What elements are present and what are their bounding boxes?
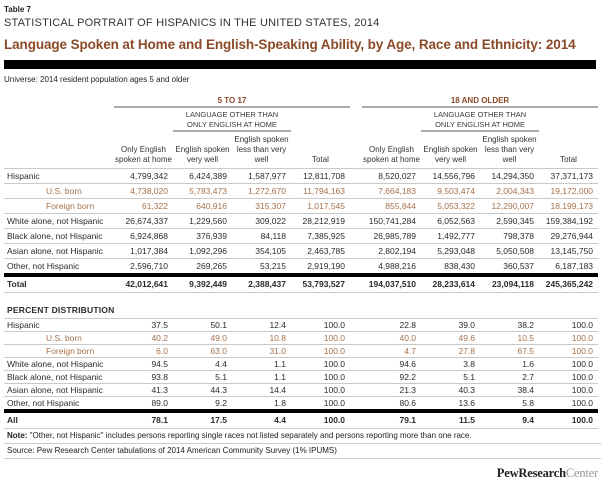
value-cell: 5.8 (480, 396, 539, 411)
table-row (4, 228, 598, 243)
logo-text-secondary: Center (565, 465, 598, 480)
row-label: Black alone, not Hispanic (4, 370, 114, 383)
value-cell: 354,105 (232, 243, 291, 258)
value-cell: 1,492,777 (421, 228, 480, 243)
row-label: Asian alone, not Hispanic (4, 383, 114, 396)
group-gap (350, 198, 362, 213)
value-cell: 4,738,020 (114, 183, 173, 198)
value-cell: 6,052,563 (421, 213, 480, 228)
row-label: Other, not Hispanic (4, 396, 114, 411)
value-cell: 376,939 (173, 228, 232, 243)
value-cell: 100.0 (539, 396, 598, 411)
value-cell: 5,293,048 (421, 243, 480, 258)
age-group-header-row (4, 92, 598, 107)
col-only-english-left: Only English spoken at home (114, 131, 173, 168)
value-cell: 38.2 (480, 318, 539, 331)
value-cell: 100.0 (291, 331, 350, 344)
col-only-english-right: Only English spoken at home (362, 131, 421, 168)
statistics-table (4, 92, 598, 429)
value-cell: 12,290,007 (480, 198, 539, 213)
group-gap (350, 107, 362, 132)
note-text: "Other, not Hispanic" includes persons reporting single races not listed separately and persons reporting more than one race. (27, 430, 472, 440)
value-cell: 13.6 (421, 396, 480, 411)
value-cell: 100.0 (539, 411, 598, 429)
group-gap (350, 383, 362, 396)
value-cell: 1,017,384 (114, 243, 173, 258)
row-label: White alone, not Hispanic (4, 357, 114, 370)
row-label: U.S. born (4, 331, 114, 344)
value-cell: 100.0 (539, 318, 598, 331)
value-cell: 150,741,284 (362, 213, 421, 228)
value-cell: 13,145,750 (539, 243, 598, 258)
group-gap (350, 357, 362, 370)
table-row (4, 411, 598, 429)
value-cell: 92.2 (362, 370, 421, 383)
universe-note: Universe: 2014 resident population ages 5 and older (4, 74, 190, 84)
value-cell: 44.3 (173, 383, 232, 396)
note-label: Note: (7, 430, 28, 440)
value-cell: 100.0 (291, 411, 350, 429)
pew-research-center-logo (4, 466, 598, 481)
group-gap (350, 258, 362, 275)
value-cell: 38.4 (480, 383, 539, 396)
value-cell: 14,556,796 (421, 168, 480, 183)
group-gap (350, 411, 362, 429)
value-cell: 42,012,641 (114, 275, 173, 293)
label-column-spacer (4, 92, 114, 107)
value-cell: 838,430 (421, 258, 480, 275)
value-cell: 100.0 (291, 383, 350, 396)
value-cell: 5,050,508 (480, 243, 539, 258)
table-row (4, 344, 598, 357)
row-label: Black alone, not Hispanic (4, 228, 114, 243)
label-column-spacer (4, 131, 114, 168)
value-cell: 7,664,183 (362, 183, 421, 198)
value-cell: 40.0 (362, 331, 421, 344)
group-gap (350, 92, 362, 107)
value-cell: 100.0 (539, 370, 598, 383)
col-less-than-very-well-right: English spoken less than very well (480, 131, 539, 168)
value-cell: 6,187,183 (539, 258, 598, 275)
group-gap (350, 331, 362, 344)
value-cell: 50.1 (173, 318, 232, 331)
table-row (4, 331, 598, 344)
value-cell: 4,799,342 (114, 168, 173, 183)
value-cell: 2,802,194 (362, 243, 421, 258)
value-cell: 100.0 (291, 318, 350, 331)
value-cell: 37.5 (114, 318, 173, 331)
value-cell: 14.4 (232, 383, 291, 396)
value-cell: 5,053,322 (421, 198, 480, 213)
value-cell: 53,215 (232, 258, 291, 275)
value-cell: 1,587,977 (232, 168, 291, 183)
value-cell: 100.0 (539, 331, 598, 344)
value-cell: 1,229,560 (173, 213, 232, 228)
row-label: All (4, 411, 114, 429)
group-gap (350, 131, 362, 168)
value-cell: 1,092,296 (173, 243, 232, 258)
value-cell: 2,596,710 (114, 258, 173, 275)
value-cell: 27.8 (421, 344, 480, 357)
value-cell: 94.6 (362, 357, 421, 370)
group-gap (350, 228, 362, 243)
value-cell: 12.4 (232, 318, 291, 331)
group-gap (350, 344, 362, 357)
percent-distribution-label: PERCENT DISTRIBUTION (4, 303, 598, 319)
value-cell: 39.0 (421, 318, 480, 331)
value-cell: 5.1 (421, 370, 480, 383)
value-cell: 10.5 (480, 331, 539, 344)
value-cell: 100.0 (539, 344, 598, 357)
value-cell: 360,537 (480, 258, 539, 275)
col-very-well-right: English spoken very well (421, 131, 480, 168)
percent-distribution-header-row (4, 303, 598, 319)
value-cell: 26,985,789 (362, 228, 421, 243)
value-cell: 9,392,449 (173, 275, 232, 293)
page-title: Language Spoken at Home and English-Speaking Ability, by Age, Race and Ethnicity: 2014 (4, 37, 576, 52)
value-cell: 31.0 (232, 344, 291, 357)
table-header (4, 92, 598, 168)
value-cell: 309,022 (232, 213, 291, 228)
value-cell: 78.1 (114, 411, 173, 429)
table-number-label: Table 7 (4, 5, 31, 14)
column-header-row (4, 131, 598, 168)
value-cell: 40.3 (421, 383, 480, 396)
row-label: Hispanic (4, 318, 114, 331)
value-cell: 19,172,000 (539, 183, 598, 198)
table-row (4, 198, 598, 213)
row-label: Foreign born (4, 344, 114, 357)
group-gap (350, 275, 362, 293)
empty-cell (291, 107, 350, 132)
value-cell: 100.0 (539, 357, 598, 370)
value-cell: 41.3 (114, 383, 173, 396)
row-label: Other, not Hispanic (4, 258, 114, 275)
value-cell: 80.6 (362, 396, 421, 411)
value-cell: 12,811,708 (291, 168, 350, 183)
row-label: Asian alone, not Hispanic (4, 243, 114, 258)
report-title: STATISTICAL PORTRAIT OF HISPANICS IN THE UNITED STATES, 2014 (4, 17, 380, 29)
table-row (4, 318, 598, 331)
value-cell: 159,384,192 (539, 213, 598, 228)
value-cell: 1.8 (232, 396, 291, 411)
value-cell: 2,004,343 (480, 183, 539, 198)
value-cell: 2,463,785 (291, 243, 350, 258)
value-cell: 6,924,868 (114, 228, 173, 243)
table-row (4, 383, 598, 396)
value-cell: 4.4 (173, 357, 232, 370)
value-cell: 1,017,545 (291, 198, 350, 213)
counts-section (4, 168, 598, 292)
value-cell: 640,916 (173, 198, 232, 213)
empty-cell (539, 107, 598, 132)
value-cell: 49.6 (421, 331, 480, 344)
value-cell: 2,590,345 (480, 213, 539, 228)
value-cell: 9,503,474 (421, 183, 480, 198)
value-cell: 49.0 (173, 331, 232, 344)
value-cell: 8,520,027 (362, 168, 421, 183)
value-cell: 4.7 (362, 344, 421, 357)
value-cell: 10.8 (232, 331, 291, 344)
value-cell: 21.3 (362, 383, 421, 396)
value-cell: 11.5 (421, 411, 480, 429)
value-cell: 9.2 (173, 396, 232, 411)
value-cell: 93.8 (114, 370, 173, 383)
value-cell: 79.1 (362, 411, 421, 429)
value-cell: 63.0 (173, 344, 232, 357)
table-row (4, 258, 598, 275)
group-gap (350, 183, 362, 198)
value-cell: 4,988,216 (362, 258, 421, 275)
value-cell: 3.8 (421, 357, 480, 370)
section-divider (4, 292, 598, 318)
value-cell: 100.0 (291, 357, 350, 370)
table-row (4, 243, 598, 258)
col-less-than-very-well-left: English spoken less than very well (232, 131, 291, 168)
col-total-left: Total (291, 131, 350, 168)
table-row (4, 213, 598, 228)
value-cell: 17.5 (173, 411, 232, 429)
note-line (4, 429, 601, 444)
value-cell: 100.0 (291, 370, 350, 383)
value-cell: 61,322 (114, 198, 173, 213)
empty-cell (114, 107, 173, 132)
value-cell: 9.4 (480, 411, 539, 429)
value-cell: 269,265 (173, 258, 232, 275)
value-cell: 28,233,614 (421, 275, 480, 293)
group-gap (350, 396, 362, 411)
value-cell: 315,307 (232, 198, 291, 213)
value-cell: 100.0 (539, 383, 598, 396)
group-gap (350, 168, 362, 183)
value-cell: 194,037,510 (362, 275, 421, 293)
row-label: Total (4, 275, 114, 293)
age-group-5-to-17: 5 TO 17 (114, 92, 350, 107)
logo-text-primary: PewResearch (496, 465, 566, 480)
value-cell: 855,844 (362, 198, 421, 213)
value-cell: 89.0 (114, 396, 173, 411)
value-cell: 2.7 (480, 370, 539, 383)
value-cell: 28,212,919 (291, 213, 350, 228)
value-cell: 84,118 (232, 228, 291, 243)
subheader-row (4, 107, 598, 132)
table-row (4, 183, 598, 198)
value-cell: 67.5 (480, 344, 539, 357)
value-cell: 29,276,944 (539, 228, 598, 243)
value-cell: 6,424,389 (173, 168, 232, 183)
value-cell: 798,378 (480, 228, 539, 243)
row-label: Hispanic (4, 168, 114, 183)
title-divider-bar (4, 60, 596, 69)
value-cell: 18,199,173 (539, 198, 598, 213)
row-label: Foreign born (4, 198, 114, 213)
table-row (4, 168, 598, 183)
value-cell: 40.2 (114, 331, 173, 344)
col-very-well-left: English spoken very well (173, 131, 232, 168)
row-label: White alone, not Hispanic (4, 213, 114, 228)
value-cell: 1.1 (232, 357, 291, 370)
table-row (4, 396, 598, 411)
label-column-spacer (4, 107, 114, 132)
value-cell: 100.0 (291, 344, 350, 357)
value-cell: 7,385,925 (291, 228, 350, 243)
value-cell: 6.0 (114, 344, 173, 357)
value-cell: 5.1 (173, 370, 232, 383)
table-row (4, 357, 598, 370)
value-cell: 26,674,337 (114, 213, 173, 228)
language-subheader-left: LANGUAGE OTHER THAN ONLY ENGLISH AT HOME (173, 107, 291, 132)
value-cell: 100.0 (291, 396, 350, 411)
value-cell: 1.6 (480, 357, 539, 370)
group-gap (350, 213, 362, 228)
value-cell: 2,919,190 (291, 258, 350, 275)
age-group-18-older: 18 AND OLDER (362, 92, 598, 107)
row-label: U.S. born (4, 183, 114, 198)
value-cell: 23,094,118 (480, 275, 539, 293)
group-gap (350, 243, 362, 258)
value-cell: 1.1 (232, 370, 291, 383)
value-cell: 245,365,242 (539, 275, 598, 293)
value-cell: 11,794,163 (291, 183, 350, 198)
value-cell: 37,371,173 (539, 168, 598, 183)
source-line: Source: Pew Research Center tabulations of 2014 American Community Survey (1% IPUMS) (4, 444, 601, 459)
value-cell: 4.4 (232, 411, 291, 429)
table-row (4, 275, 598, 293)
section-gap (4, 292, 598, 303)
col-total-right: Total (539, 131, 598, 168)
value-cell: 94.5 (114, 357, 173, 370)
group-gap (350, 370, 362, 383)
value-cell: 22.8 (362, 318, 421, 331)
empty-cell (362, 107, 421, 132)
value-cell: 14,294,350 (480, 168, 539, 183)
value-cell: 5,783,473 (173, 183, 232, 198)
group-gap (350, 318, 362, 331)
value-cell: 1,272,670 (232, 183, 291, 198)
language-subheader-right: LANGUAGE OTHER THAN ONLY ENGLISH AT HOME (421, 107, 539, 132)
value-cell: 2,388,437 (232, 275, 291, 293)
percent-section (4, 318, 598, 428)
value-cell: 53,793,527 (291, 275, 350, 293)
table-row (4, 370, 598, 383)
